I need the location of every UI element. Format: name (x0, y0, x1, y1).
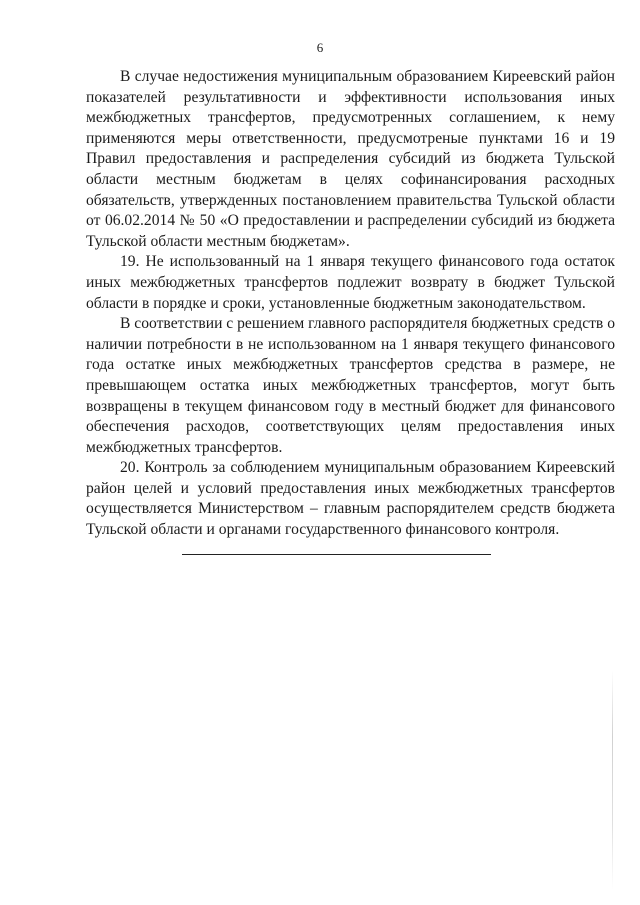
paragraph-failure-measures: В случае недостижения муниципальным образованием Киреевский район показателей результативности и эффективности использования иных межбюджетных трансфертов, предусмотренных соглашением, к нему применяются меры ответственности, предусмотреные пунктами 16 и 19 Правил предоставления и распределения субсидий из бюджета Тульской области местным бюджетам в целях софинансирования расходных обязательств, утвержденных постановлением правительства Тульской области от 06.02.2014 № 50 «О предоставлении и распределении субсидий из бюджета Тульской области местным бюджетам». (86, 68, 615, 250)
paragraph-20-control: 20. Контроль за соблюдением муниципальным образованием Киреевский район целей и условий предоставления иных межбюджетных трансфертов осуществляется Министерством – главным распорядителем средств бюджета Тульской области и органами государственного финансового контроля. (86, 459, 615, 539)
end-of-text-divider (182, 554, 491, 555)
scan-artifact-line (612, 670, 613, 890)
paragraph-19-return-of-balance: 19. Не использованный на 1 января текущего финансового года остаток иных межбюджетных трансфертов подлежит возврату в бюджет Тульской области в порядке и сроки, установленные бюджетным законодательством. (86, 253, 615, 312)
document-body (86, 67, 615, 541)
page-number: 6 (316, 40, 324, 55)
paragraph-return-decision: В соответствии с решением главного распорядителя бюджетных средств о наличии потребности в не использованном на 1 января текущего финансового года остатке иных межбюджетных трансфертов средства в размере, не превышающем остатка иных межбюджетных трансфертов, могут быть возвращены в текущем финансовом году в местный бюджет для финансового обеспечения расходов, соответствующих целям предоставления иных межбюджетных трансфертов. (86, 315, 615, 456)
